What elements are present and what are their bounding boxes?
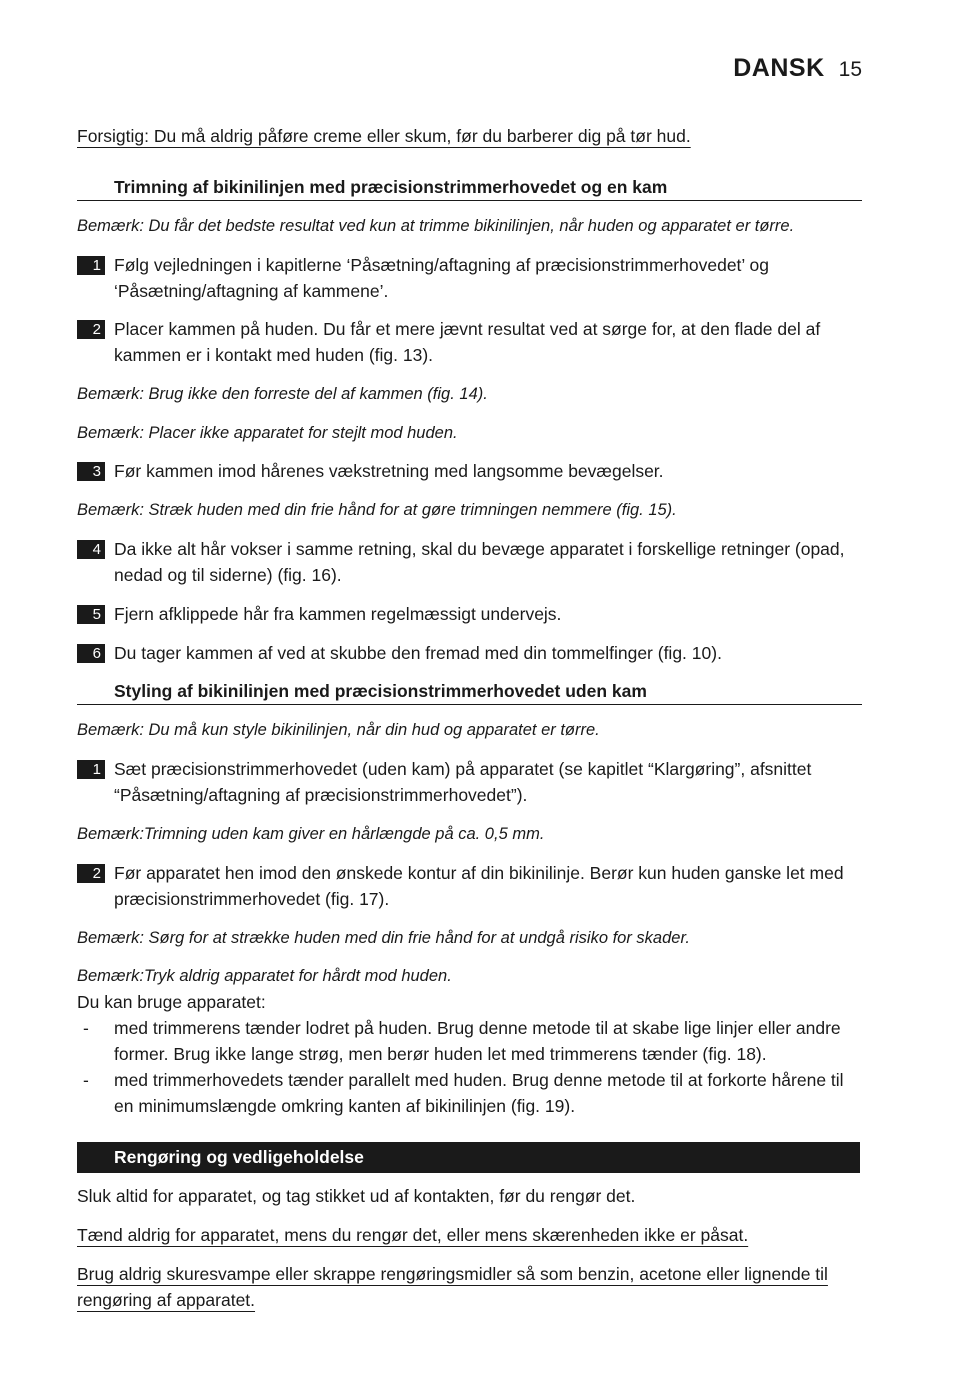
note-not-steep: Bemærk: Placer ikke apparatet for stejlt mod huden.	[77, 424, 458, 442]
note-style-dry: Bemærk: Du må kun style bikinilinjen, når din hud og apparatet er tørre.	[77, 721, 600, 739]
usage-bullet-vertical	[77, 1015, 862, 1067]
note-avoid-injury: Bemærk: Sørg for at strække huden med din frie hånd for at undgå risiko for skader.	[77, 929, 690, 947]
section-heading-trimming-with-comb: Trimning af bikinilinjen med præcisionstrimmerhovedet og en kam	[77, 175, 862, 201]
step-number: 1	[77, 760, 105, 779]
dash-marker: -	[83, 1018, 89, 1038]
step-3-trimming	[77, 458, 862, 484]
step-1-trimming	[77, 252, 862, 304]
step-number: 2	[77, 864, 105, 883]
bullet-text: med trimmerhovedets tænder parallelt med huden. Brug denne metode til at forkorte hårene til en minimumslængde omkring kanten af bikinilinjen (fig. 19).	[114, 1070, 844, 1116]
note-hair-length: Bemærk:Trimning uden kam giver en hårlængde på ca. 0,5 mm.	[77, 825, 545, 843]
step-text: Før kammen imod hårenes vækstretning med langsomme bevægelser.	[114, 461, 664, 481]
step-text: Placer kammen på huden. Du får et mere jævnt resultat ved at sørge for, at den flade del af kammen er i kontakt med huden (fig. 13).	[114, 319, 821, 365]
step-number: 1	[77, 256, 105, 275]
page-number: 15	[838, 58, 862, 81]
section-heading-styling-without-comb: Styling af bikinilinjen med præcisionstrimmerhovedet uden kam	[77, 679, 862, 705]
step-text: Sæt præcisionstrimmerhovedet (uden kam) på apparatet (se kapitlet “Klargøring”, afsnittet “Påsætning/aftagning af præcisionstrimmerhovedet”).	[114, 759, 812, 805]
caution-shaving-cream: Forsigtig: Du må aldrig påføre creme eller skum, før du barberer dig på tør hud.	[77, 126, 691, 146]
note-stretch-skin: Bemærk: Stræk huden med din frie hånd for at gøre trimningen nemmere (fig. 15).	[77, 501, 677, 519]
note-comb-front: Bemærk: Brug ikke den forreste del af kammen (fig. 14).	[77, 385, 488, 403]
step-text: Fjern afklippede hår fra kammen regelmæssigt undervejs.	[114, 604, 562, 624]
usage-intro: Du kan bruge apparatet:	[77, 992, 266, 1012]
step-6-trimming	[77, 640, 862, 666]
step-number: 2	[77, 320, 105, 339]
step-text: Da ikke alt hår vokser i samme retning, skal du bevæge apparatet i forskellige retninger (opad, nedad og til siderne) (fig. 16).	[114, 539, 845, 585]
step-text: Du tager kammen af ved at skubbe den fremad med din tommelfinger (fig. 10).	[114, 643, 722, 663]
step-2-trimming	[77, 316, 862, 368]
step-1-styling	[77, 756, 862, 808]
note-no-hard-press: Bemærk:Tryk aldrig apparatet for hårdt mod huden.	[77, 967, 452, 985]
step-5-trimming	[77, 601, 862, 627]
warning-power-off: Tænd aldrig for apparatet, mens du rengør det, eller mens skærenheden ikke er påsat.	[77, 1225, 749, 1245]
step-text: Følg vejledningen i kapitlerne ‘Påsætning/aftagning af præcisionstrimmerhovedet’ og ‘Påsætning/aftagning af kammene’.	[114, 255, 769, 301]
cleaning-instruction: Sluk altid for apparatet, og tag stikket ud af kontakten, før du rengør det.	[77, 1186, 636, 1206]
dash-marker: -	[83, 1070, 89, 1090]
page-header	[733, 54, 862, 83]
language-label: DANSK	[733, 54, 825, 82]
note-dry-skin: Bemærk: Du får det bedste resultat ved kun at trimme bikinilinjen, når huden og apparatet er tørre.	[77, 217, 795, 235]
step-number: 3	[77, 462, 105, 481]
step-text: Før apparatet hen imod den ønskede kontur af din bikinilinje. Berør kun huden ganske let med præcisionstrimmerhovedet (fig. 17).	[114, 863, 844, 909]
step-number: 4	[77, 540, 105, 559]
section-heading-cleaning: Rengøring og vedligeholdelse	[77, 1142, 860, 1173]
step-2-styling	[77, 860, 862, 912]
step-4-trimming	[77, 536, 862, 588]
usage-bullet-parallel	[77, 1067, 862, 1119]
step-number: 6	[77, 644, 105, 663]
warning-no-abrasives: Brug aldrig skuresvampe eller skrappe rengøringsmidler så som benzin, acetone eller lignende til rengøring af apparatet.	[77, 1264, 828, 1310]
step-number: 5	[77, 605, 105, 624]
bullet-text: med trimmerens tænder lodret på huden. Brug denne metode til at skabe lige linjer eller andre former. Brug ikke lange strøg, men berør huden let med trimmerens tænder (fig. 18).	[114, 1018, 841, 1064]
